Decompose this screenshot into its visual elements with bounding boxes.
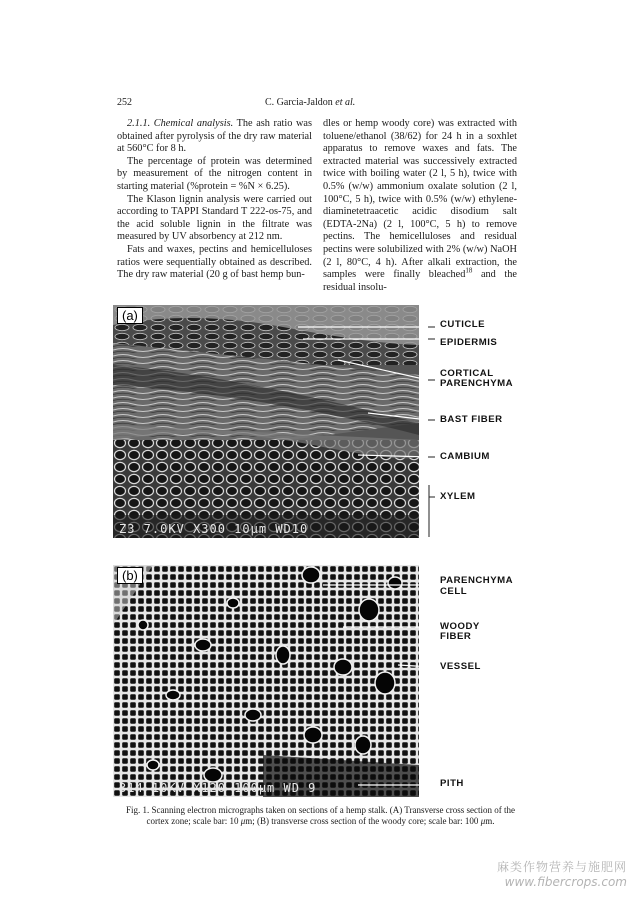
running-head bbox=[265, 97, 355, 108]
label-parenchyma-cell: PARENCHYMA bbox=[440, 575, 514, 586]
paragraph-text: The ash ratio was obtained after pyrolysis of the dry raw material at 560°C for 8 h. bbox=[117, 118, 313, 155]
paragraph-text: dles or hemp woody core) was extracted with toluene/ethanol (38/62) for 24 h in a soxhlet apparatus to remove waxes and fats. The extracted material was successively extracted twice with boiling water (2 l, 5 h), twice with 0.5% (w/w) ammonium oxalate solution (2 l, 100°C, 5 h), twice with 0.5% (w/w) ethylene-diaminetetraacetic acidic disodium salt (EDTA-2Na) (2 l, 100°C, 5 h) to remove pectins. The hemicelluloses and residual pectins were solubilized with 2% (w/w) NaOH (2 l, 80°C, 4 h). After alkali extraction, the samples were finally bleached bbox=[323, 118, 517, 281]
label-bast-fiber: BAST FIBER bbox=[440, 414, 503, 425]
label-woody: WOODY bbox=[440, 621, 480, 632]
right-column bbox=[323, 118, 517, 294]
figure-caption bbox=[118, 805, 523, 827]
micron-bar-b: 314 10KV X120 100μm WD 9 bbox=[119, 781, 317, 795]
caption-mu: μ bbox=[480, 816, 486, 826]
panel-b-letter: (b) bbox=[117, 567, 143, 584]
label-fiber: FIBER bbox=[440, 631, 472, 642]
paragraph-chemical-analysis bbox=[117, 118, 312, 156]
paragraph-extraction bbox=[323, 118, 517, 294]
paragraph-klason: The Klason lignin analysis were carried out according to TAPPI Standard T 222-os-75, and the acid soluble lignin in the filtrate was measured by UV absorbency at 212 nm. bbox=[117, 193, 312, 243]
panel-a-letter: (a) bbox=[117, 307, 143, 324]
running-head-author: C. Garcia-Jaldon bbox=[265, 97, 333, 108]
paragraph-text-end: and the residual insolu- bbox=[323, 269, 517, 293]
left-column bbox=[117, 118, 312, 282]
label-xylem: XYLEM bbox=[440, 491, 476, 502]
paragraph-fats: Fats and waxes, pectins and hemicelluloses ratios were sequentially obtained as described. The dry raw material (20 g of bast hemp bun- bbox=[117, 243, 312, 281]
caption-text: m; (B) transverse cross section of the woody core; scale bar: 100 bbox=[245, 816, 481, 826]
caption-mu: μ bbox=[240, 816, 246, 826]
running-head-suffix: et al. bbox=[335, 97, 356, 108]
caption-text: Fig. 1. Scanning electron micrographs taken on sections of a hemp stalk. (A) Transverse cross section of the cortex zone; scale bar: 10 bbox=[126, 805, 515, 826]
micron-bar-a: Z3 7.0KV X300 10μm WD10 bbox=[119, 522, 309, 536]
label-cuticle: CUTICLE bbox=[440, 319, 486, 330]
watermark-url: www.fibercrops.com bbox=[504, 875, 627, 889]
label-cortical: CORTICAL bbox=[440, 368, 494, 379]
page-number: 252 bbox=[117, 97, 132, 108]
label-pith: PITH bbox=[440, 778, 464, 789]
label-cambium: CAMBIUM bbox=[440, 451, 490, 462]
paragraph-protein: The percentage of protein was determined by measurement of the nitrogen content in starting material (%protein = %N × 6.25). bbox=[117, 155, 312, 192]
figure-1 bbox=[113, 305, 523, 797]
watermark-cn: 麻类作物营养与施肥网 bbox=[496, 860, 627, 874]
reference-superscript: 18 bbox=[465, 266, 473, 275]
watermark bbox=[497, 858, 627, 889]
caption-text: m. bbox=[485, 816, 495, 826]
label-parenchyma: PARENCHYMA bbox=[440, 378, 514, 389]
label-vessel: VESSEL bbox=[440, 661, 481, 672]
label-epidermis: EPIDERMIS bbox=[440, 337, 498, 348]
label-cell: CELL bbox=[440, 586, 468, 597]
section-heading: 2.1.1. Chemical analysis. bbox=[127, 118, 234, 129]
